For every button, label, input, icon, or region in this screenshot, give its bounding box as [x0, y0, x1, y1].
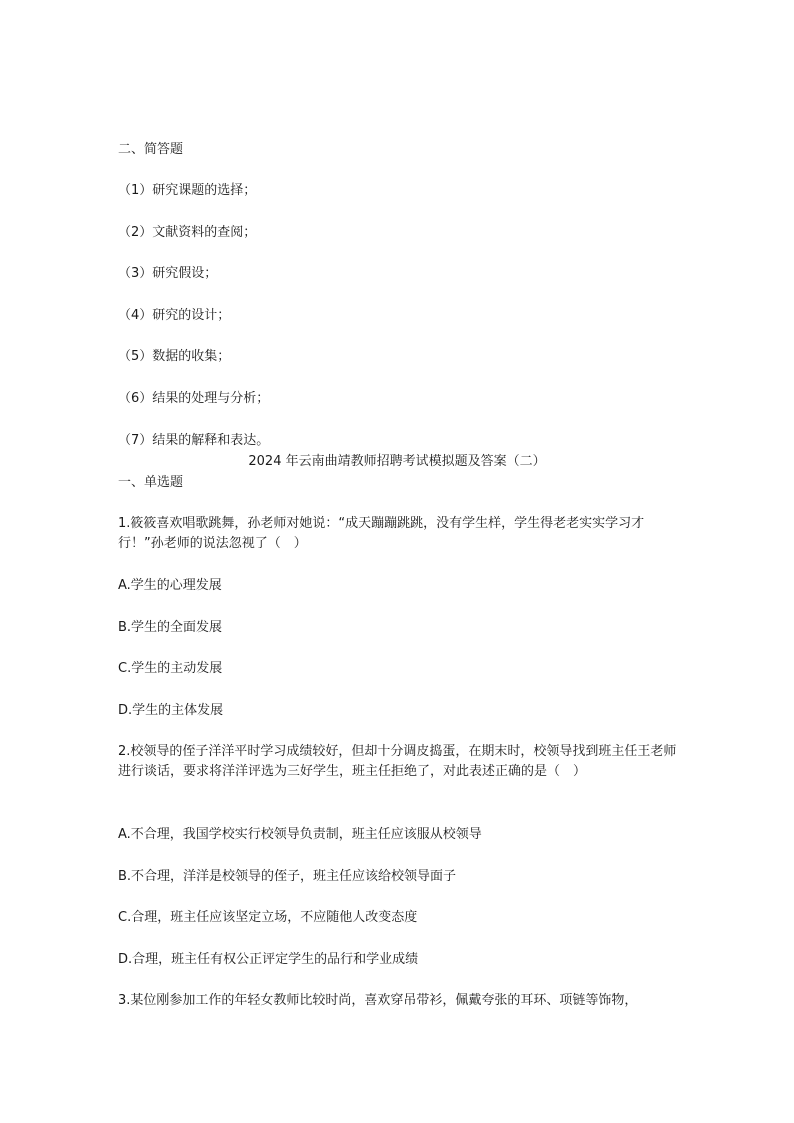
question-1-option-d: D.学生的主体发展 — [118, 703, 224, 718]
question-2-option-c: C.合理，班主任应该坚定立场，不应随他人改变态度 — [118, 910, 418, 925]
section-heading-short-answer: 二、简答题 — [118, 142, 184, 157]
question-3-stem: 3.某位刚参加工作的年轻女教师比较时尚，喜欢穿吊带衫，佩戴夸张的耳环、项链等饰物， — [118, 993, 638, 1008]
answer-item-3: （3）研究假设； — [118, 266, 218, 281]
answer-item-2: （2）文献资料的查阅； — [118, 225, 257, 240]
question-2-option-a: A.不合理，我国学校实行校领导负责制，班主任应该服从校领导 — [118, 827, 482, 842]
question-2-option-d: D.合理，班主任有权公正评定学生的品行和学业成绩 — [118, 952, 419, 967]
answer-item-7: （7）结果的解释和表达。 — [118, 433, 270, 448]
question-1-option-a: A.学生的心理发展 — [118, 578, 222, 593]
answer-item-1: （1）研究课题的选择； — [118, 183, 257, 198]
document-title: 2024 年云南曲靖教师招聘考试模拟题及答案（二） — [248, 454, 546, 469]
question-2-option-b: B.不合理，洋洋是校领导的侄子，班主任应该给校领导面子 — [118, 869, 457, 884]
answer-item-4: （4）研究的设计； — [118, 308, 231, 323]
question-2-stem: 2.校领导的侄子洋洋平时学习成绩较好，但却十分调皮捣蛋，在期末时，校领导找到班主任王老师进行谈话，要求将洋洋评选为三好学生，班主任拒绝了，对此表述正确的是（ ） — [118, 744, 677, 779]
question-1-option-b: B.学生的全面发展 — [118, 620, 223, 635]
question-1-stem: 1.筱筱喜欢唱歌跳舞，孙老师对她说：“成天蹦蹦跳跳，没有学生样，学生得老老实实学习才行！”孙老师的说法忽视了（ ） — [118, 516, 645, 551]
answer-item-6: （6）结果的处理与分析； — [118, 391, 270, 406]
question-1-option-c: C.学生的主动发展 — [118, 661, 223, 676]
answer-item-5: （5）数据的收集； — [118, 349, 231, 364]
section-heading-single-choice: 一、单选题 — [118, 475, 184, 490]
